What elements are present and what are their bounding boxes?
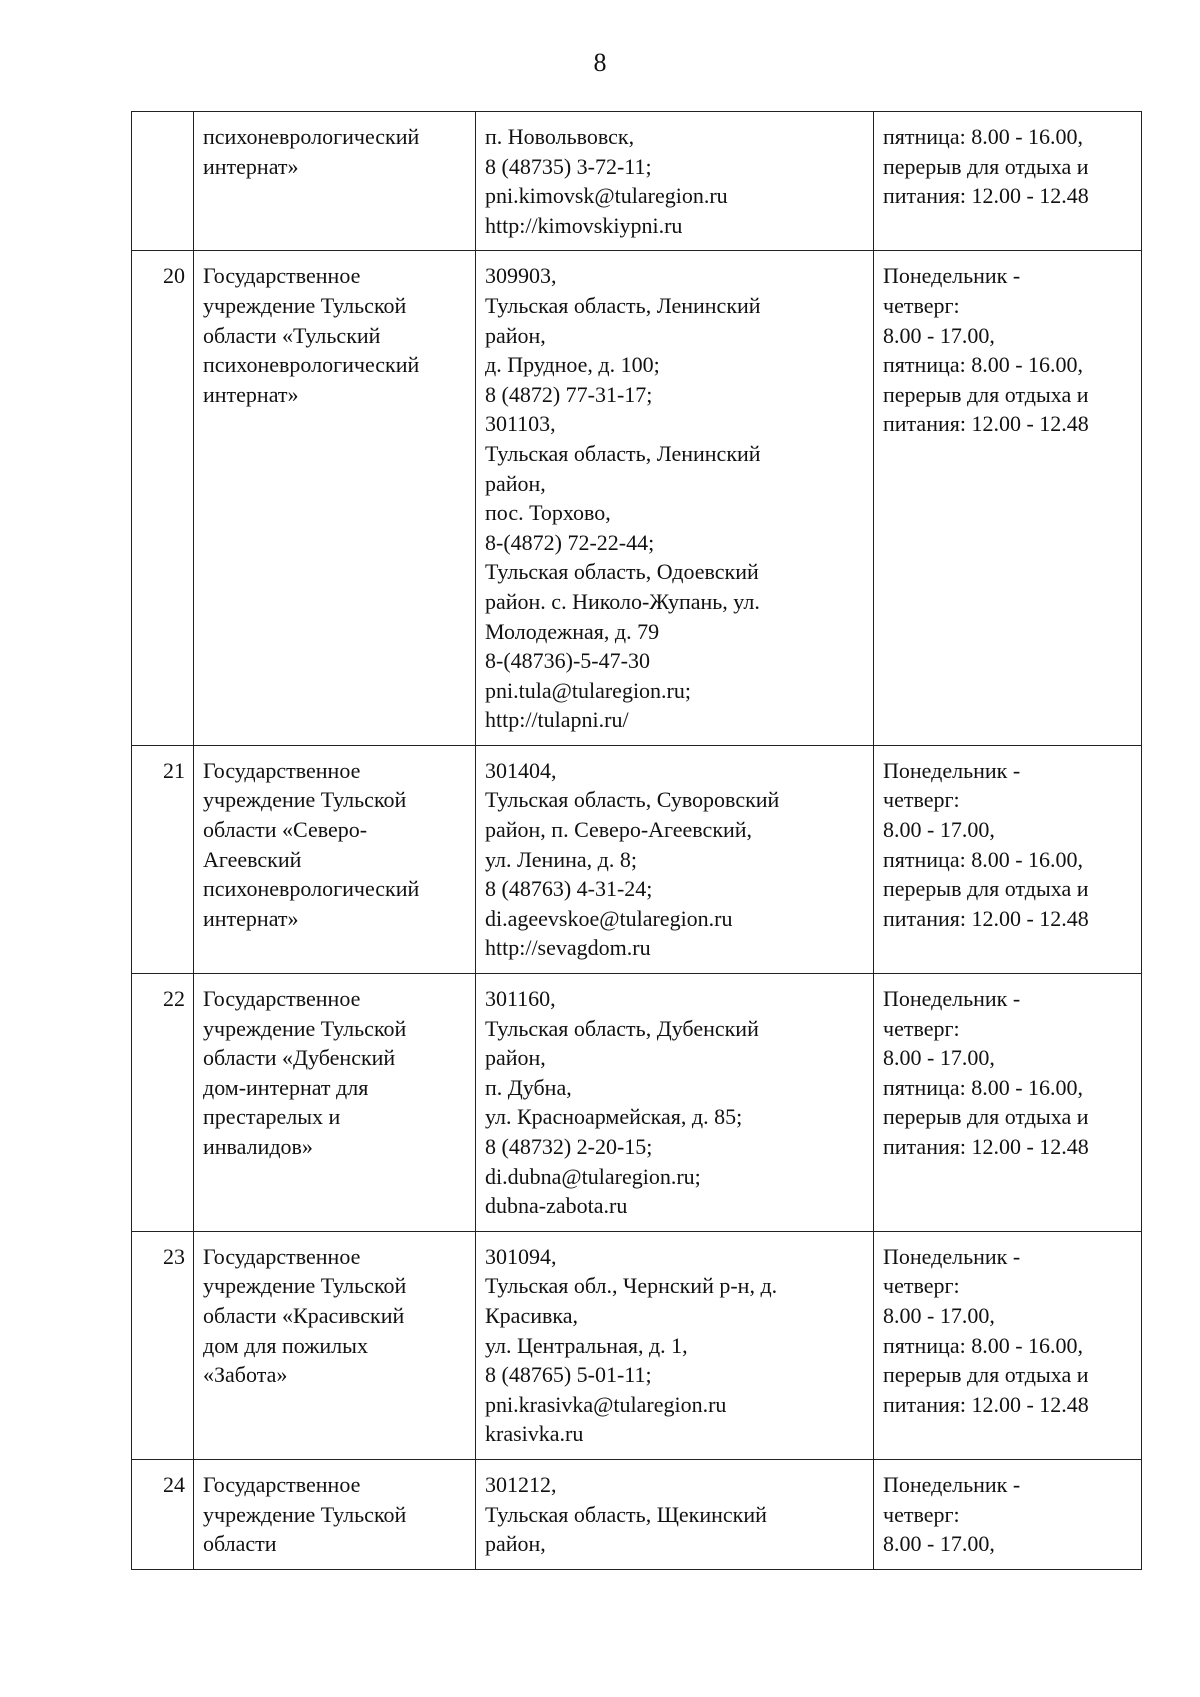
working-hours-cell [874,974,1142,1232]
institution-name-line: области «Северо- [203,817,368,843]
institution-name-line: интернат» [203,905,299,931]
institution-name-line: Государственное [203,1471,361,1497]
hours-line: перерыв для отдыха и [883,1362,1089,1388]
institution-name-line: области «Тульский [203,322,381,348]
row-number: 24 [132,1459,194,1569]
address-line: п. Дубна, [485,1074,572,1100]
institution-name-line: «Забота» [203,1362,288,1388]
address-line: п. Новольвовск, [485,124,635,149]
hours-line: 8.00 - 17.00, [883,817,995,843]
working-hours-cell [874,112,1142,251]
address-line: pni.kimovsk@tularegion.ru [485,183,728,209]
address-line: 8 (48732) 2-20-15; [485,1134,653,1159]
address-line: 8-(4872) 72-22-44; [485,529,655,555]
address-line: krasivka.ru [485,1421,584,1447]
hours-line: 8.00 - 17.00, [883,322,995,348]
address-line: 301404, [485,757,557,783]
row-number [132,112,194,251]
address-line: район, [485,322,546,348]
institution-name-line: престарелых и [203,1104,341,1130]
address-line: Красивка, [485,1302,578,1328]
hours-line: пятница: 8.00 - 16.00, [883,124,1084,149]
hours-line: пятница: 8.00 - 16.00, [883,1332,1084,1358]
hours-line: пятница: 8.00 - 16.00, [883,846,1084,872]
hours-line: питания: 12.00 - 12.48 [883,905,1089,931]
address-contacts-cell [476,974,874,1232]
address-contacts-cell [476,1231,874,1459]
institution-name-line: учреждение Тульской [203,1273,407,1299]
address-line: http://sevagdom.ru [485,935,651,961]
address-line: Тульская область, Ленинский [485,440,761,466]
table-row [132,1459,1142,1569]
institution-name-line: Государственное [203,263,361,289]
institution-name-line: психоневрологический [203,352,420,378]
table-row [132,974,1142,1232]
row-number: 22 [132,974,194,1232]
institution-name-line: интернат» [203,381,299,407]
hours-line: питания: 12.00 - 12.48 [883,1391,1089,1417]
hours-line: перерыв для отдыха и [883,381,1089,407]
institutions-table [131,111,1142,1570]
address-line: пос. Торхово, [485,500,611,526]
hours-line: Понедельник - [883,263,1021,289]
working-hours-cell [874,251,1142,746]
address-line: 8-(48736)-5-47-30 [485,648,650,674]
address-line: ул. Ленина, д. 8; [485,846,637,872]
address-line: dubna-zabota.ru [485,1193,628,1219]
hours-line: четверг: [883,292,960,318]
address-line: 8 (48735) 3-72-11; [485,153,652,179]
hours-line: пятница: 8.00 - 16.00, [883,352,1084,378]
working-hours-cell [874,745,1142,973]
institution-name-line: учреждение Тульской [203,1015,407,1041]
hours-line: 8.00 - 17.00, [883,1531,995,1557]
institution-name-line: учреждение Тульской [203,292,407,318]
address-line: д. Прудное, д. 100; [485,352,660,378]
institution-name-cell [194,1459,476,1569]
institution-name-line: учреждение Тульской [203,1501,407,1527]
hours-line: Понедельник - [883,1471,1021,1497]
institution-name-line: Государственное [203,757,361,783]
hours-line: Понедельник - [883,757,1021,783]
address-line: 8 (4872) 77-31-17; [485,381,653,407]
hours-line: пятница: 8.00 - 16.00, [883,1074,1084,1100]
table-row [132,251,1142,746]
address-line: район, [485,470,546,496]
address-line: Тульская область, Ленинский [485,292,761,318]
institution-name-line: области «Красивский [203,1302,405,1328]
address-line: ул. Центральная, д. 1, [485,1332,688,1358]
institution-name-line: психоневрологический [203,876,420,902]
address-contacts-cell [476,1459,874,1569]
address-line: http://kimovskiypni.ru [485,212,683,238]
row-number: 23 [132,1231,194,1459]
institution-name-line: дом для пожилых [203,1332,368,1358]
address-line: район, [485,1045,546,1071]
institution-name-line: Агеевский [203,846,302,872]
hours-line: 8.00 - 17.00, [883,1302,995,1328]
hours-line: Понедельник - [883,986,1021,1012]
table-body [132,112,1142,1570]
address-line: pni.tula@tularegion.ru; [485,677,691,703]
hours-line: перерыв для отдыха и [883,1104,1089,1130]
address-line: 301103, [485,411,556,437]
address-line: 8 (48763) 4-31-24; [485,876,653,902]
hours-line: питания: 12.00 - 12.48 [883,1134,1089,1159]
address-line: Тульская область, Одоевский [485,559,759,585]
address-line: 301160, [485,986,556,1012]
address-line: http://tulapni.ru/ [485,707,629,733]
working-hours-cell [874,1459,1142,1569]
hours-line: Понедельник - [883,1243,1021,1269]
institution-name-line: дом-интернат для [203,1074,369,1100]
hours-line: четверг: [883,1015,960,1041]
address-line: Тульская область, Суворовский [485,787,780,813]
institution-name-cell [194,974,476,1232]
institution-name-line: психоневрологический [203,124,420,149]
address-contacts-cell [476,251,874,746]
hours-line: перерыв для отдыха и [883,153,1089,179]
institution-name-line: Государственное [203,1243,361,1269]
institution-name-cell [194,745,476,973]
working-hours-cell [874,1231,1142,1459]
address-line: 309903, [485,263,557,289]
address-line: Тульская область, Щекинский [485,1501,767,1527]
institution-name-line: Государственное [203,986,361,1012]
institution-name-line: области «Дубенский [203,1045,396,1071]
address-contacts-cell [476,745,874,973]
address-line: район. с. Николо-Жупань, ул. [485,588,760,614]
hours-line: перерыв для отдыха и [883,876,1089,902]
address-line: 8 (48765) 5-01-11; [485,1362,652,1388]
institution-name-cell [194,1231,476,1459]
address-line: район, [485,1531,546,1557]
page-number: 8 [593,48,607,77]
address-line: pni.krasivka@tularegion.ru [485,1391,727,1417]
institution-name-line: области [203,1531,277,1557]
table-row [132,1231,1142,1459]
address-contacts-cell [476,112,874,251]
address-line: Тульская область, Дубенский [485,1015,759,1041]
hours-line: 8.00 - 17.00, [883,1045,995,1071]
address-line: di.ageevskoe@tularegion.ru [485,905,733,931]
table-row [132,745,1142,973]
address-line: 301212, [485,1471,557,1497]
address-line: ул. Красноармейская, д. 85; [485,1104,743,1130]
address-line: 301094, [485,1243,557,1269]
address-line: Молодежная, д. 79 [485,618,660,644]
institution-name-line: учреждение Тульской [203,787,407,813]
row-number: 20 [132,251,194,746]
institution-name-cell [194,112,476,251]
hours-line: четверг: [883,1273,960,1299]
hours-line: четверг: [883,787,960,813]
institution-name-cell [194,251,476,746]
hours-line: питания: 12.00 - 12.48 [883,411,1089,437]
row-number: 21 [132,745,194,973]
table-row [132,112,1142,251]
hours-line: четверг: [883,1501,960,1527]
institution-name-line: интернат» [203,153,299,179]
address-line: di.dubna@tularegion.ru; [485,1163,701,1189]
address-line: Тульская обл., Чернский р-н, д. [485,1273,778,1299]
institution-name-line: инвалидов» [203,1134,313,1159]
address-line: район, п. Северо-Агеевский, [485,817,753,843]
hours-line: питания: 12.00 - 12.48 [883,183,1089,209]
